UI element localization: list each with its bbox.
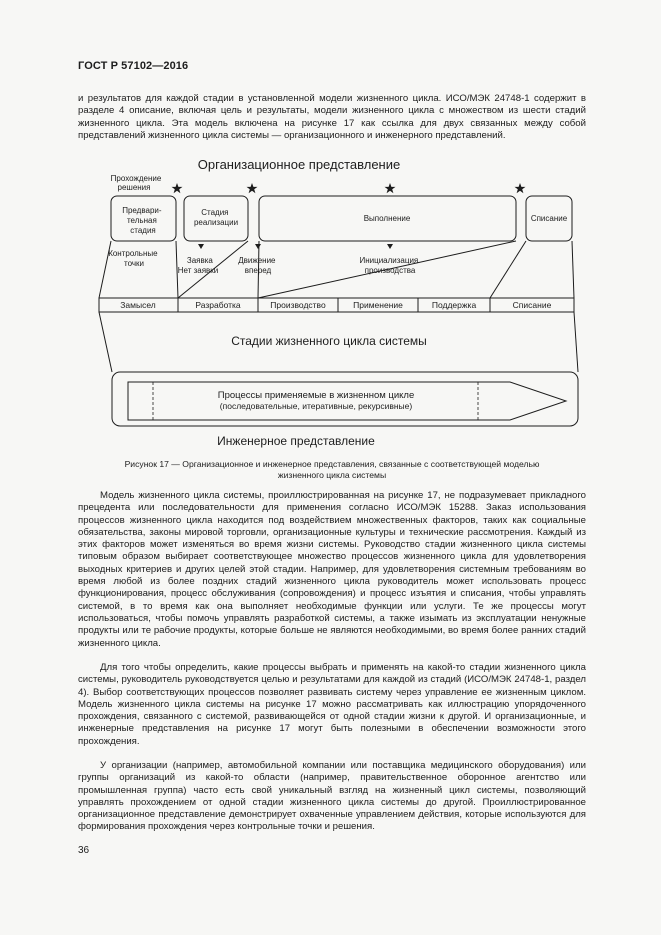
- request-label: Заявка Нет заявки: [177, 256, 219, 275]
- implementation-stage-label: Стадия реализации: [193, 208, 239, 227]
- decision-label-line1: Прохождение: [110, 174, 162, 183]
- body-paragraph-1: Модель жизненного цикла системы, проиллюстрированная на рисунке 17, не подразумевает прикладного прецедента или последовательности для применения согласно ИСО/МЭК 15288. Заказ использования процессов жизненного цикла находится под воздействием множественных факторов, таких как социальные обязательства, законы мировой торговли, организационные культуры и технические рассмотрения. Каждый из этих факторов может изменяться во время жизни системы. Руководство стадии жизненного цикла системы типовым образом выбирает соответствующее множество процессов жизненного цикла для удовлетворения выходных критериев и других целей этой стадии. Например, для удовлетворения системным требованиям во время любой из более поздних стадий жизненного цикла руководитель может использовать процесс функционирования, процесс обслуживания (сопровождения) и процесс изъятия и списания, чтобы управлять системой, в то время как она выполняет необходимые функции или услуги. Те же процессы могут использоваться, чтобы помочь управлять разработкой системы, а также изымать из эксплуатации ненужные продукты или те рабочие продукты, которые больше не являются необходимыми, во время более ранних стадий жизненного цикла.: [78, 490, 586, 649]
- stages-bar: [99, 298, 574, 312]
- lifecycle-figure: [0, 0, 661, 460]
- stage-development: Разработка: [195, 300, 241, 310]
- triangle-down-icon: [387, 244, 393, 249]
- execution-stage-label: Выполнение: [363, 214, 411, 223]
- checkpoint-triangle-icons: [198, 244, 393, 249]
- eng-view-title: Инженерное представление: [217, 434, 375, 448]
- forward-label: Движение вперед: [238, 256, 276, 275]
- stage-support: Поддержка: [431, 300, 477, 310]
- disposal-stage-label: Списание: [530, 214, 568, 223]
- star-icon: [172, 183, 183, 193]
- stage-retirement: Списание: [512, 300, 552, 310]
- stage-production: Производство: [270, 300, 326, 310]
- process-label: Процессы применяемые в жизненном цикле: [217, 390, 415, 401]
- org-view-title: Организационное представление: [197, 157, 401, 172]
- checkpoints-label: Контрольные точки: [108, 249, 158, 268]
- production-init-label: Инициализация производства: [359, 256, 419, 275]
- stage-utilization: Применение: [353, 300, 403, 310]
- triangle-down-icon: [255, 244, 261, 249]
- decision-star-icons: [172, 183, 526, 193]
- intro-paragraph: и результатов для каждой стадии в установленной модели жизненного цикла. ИСО/МЭК 24748-1 содержит в разделе 4 описание, включая цель и результаты, модели жизненного цикла с множеством из шести стадий жизненного цикла. Эта модель включена на рисунке 17 как ссылка для двух связанных между собой представлений жизненного цикла системы — организационного и инженерного представлений.: [78, 93, 586, 141]
- page-number: 36: [78, 845, 90, 856]
- star-icon: [247, 183, 258, 193]
- star-icon: [385, 183, 396, 193]
- body-paragraph-3: У организации (например, автомобильной компании или поставщика медицинского оборудования) или группы организаций из какой-то области (например, правительственное оборонное агентство или промышленная группа) часто есть свой уникальный взгляд на жизненный цикл системы, позволяющий управлять прохождением от одной стадии жизненного цикла системы до другой. Проиллюстрированное организационное представление демонстрирует охваченные управлением действия, которые используются для формирования прохождения через контрольные точки и решения.: [78, 760, 586, 833]
- figure-caption: Рисунок 17 — Организационное и инженерное представления, связанные с соответствующей моделью жизненного цикла системы: [124, 459, 540, 480]
- decision-label-line2: решения: [117, 183, 151, 192]
- preliminary-stage-label: Предвари- тельная стадия: [122, 206, 162, 235]
- triangle-down-icon: [198, 244, 204, 249]
- process-sublabel: (последовательные, итеративные, рекурсивные): [219, 401, 413, 411]
- document-code: ГОСТ Р 57102—2016: [78, 60, 189, 72]
- stages-title: Стадии жизненного цикла системы: [231, 334, 427, 348]
- body-paragraph-2: Для того чтобы определить, какие процессы выбрать и применять на какой-то стадии жизненного цикла системы, руководитель руководствуется целью и результатами для каждой из стадий (ИСО/МЭК 24748-1, раздел 4). Выбор соответствующих процессов позволяет развивать систему через управление ее жизненным циклом. Модель жизненного цикла системы на рисунке 17 можно рассматривать как иллюстрацию упорядоченного прохождения, связанного с системой, развивающейся от одной стадии жизни к другой. И организационные, и инженерные представления на рисунке 17 могут быть полезными в обеспечении возможности этого прохождения.: [78, 662, 586, 747]
- stage-concept: Замысел: [120, 300, 156, 310]
- star-icon: [515, 183, 526, 193]
